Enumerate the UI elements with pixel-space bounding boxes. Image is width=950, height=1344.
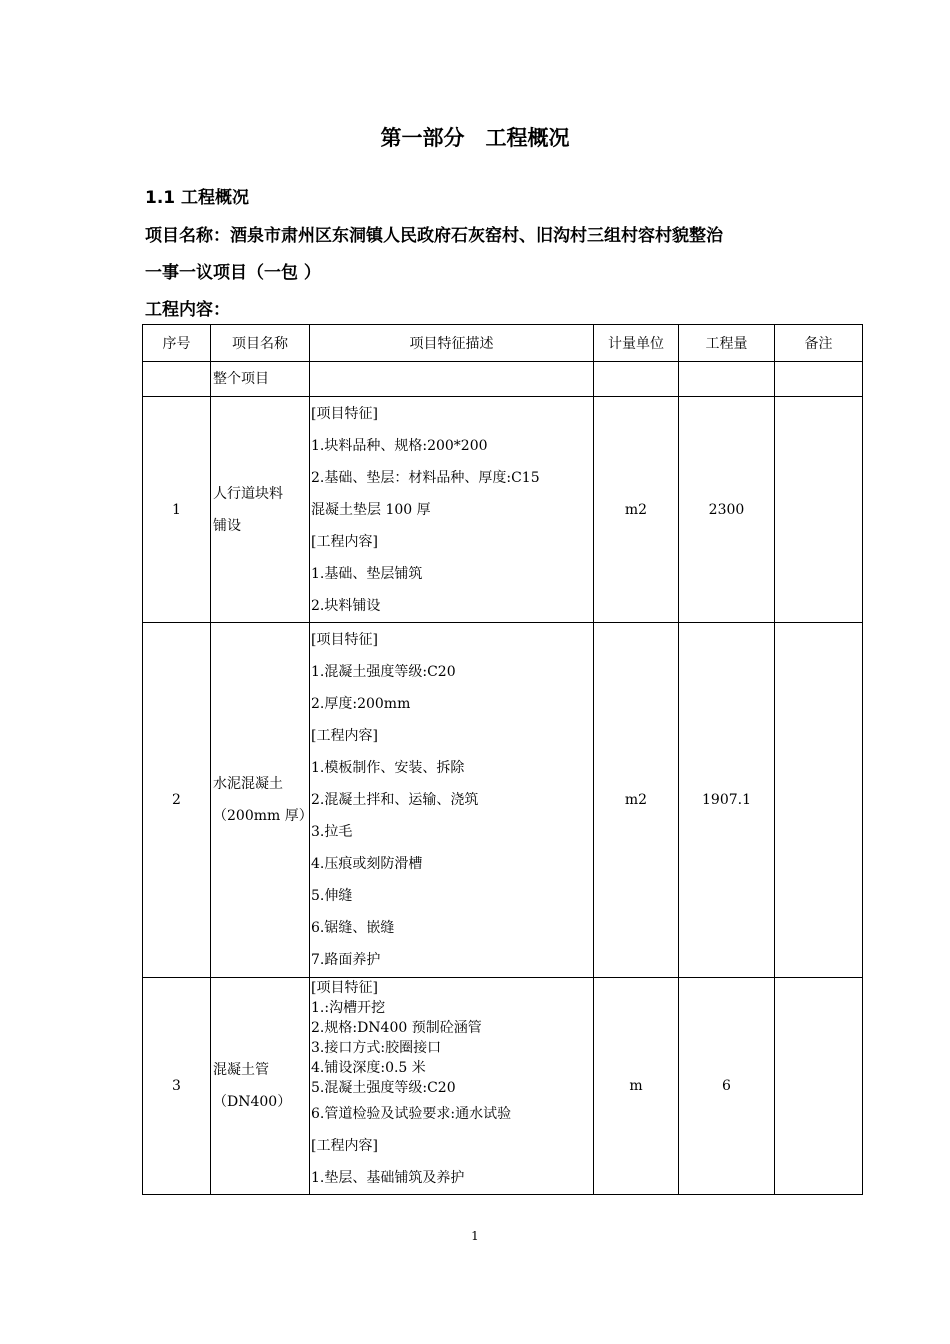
section-heading: 1.1 工程概况 [145,188,250,208]
row-item-name: 水泥混凝土 （200mm 厚） [211,623,310,978]
table-header-row [143,325,863,362]
row-no: 1 [143,397,211,623]
page-title: 第一部分 工程概况 [380,126,570,150]
row-no: 2 [143,623,211,978]
row-remark [775,397,863,623]
row-description: [项目特征] 1.:沟槽开挖 2.规格:DN400 预制砼涵管 3.接口方式:胶圈接口 4.铺设深度:0.5 米 5.混凝土强度等级:C20 6.管道检验及试验要求:通水试验 [工程内容] 1.垫层、基础铺筑及养护 [310,978,594,1195]
row-remark [775,623,863,978]
row-unit: m2 [594,397,679,623]
row-no: 3 [143,978,211,1195]
page-number: 1 [471,1229,479,1243]
header-item-name: 项目名称 [211,325,310,362]
content-label: 工程内容： [145,300,230,320]
row-quantity: 6 [679,978,775,1195]
project-name-line1: 项目名称：酒泉市肃州区东洞镇人民政府石灰窑村、旧沟村三组村容村貌整治 [145,226,723,246]
table-row [143,623,863,978]
project-name-line2: 一事一议项目（一包 ） [145,263,321,283]
row-description: [项目特征] 1.混凝土强度等级:C20 2.厚度:200mm [工程内容] 1.模板制作、安装、拆除 2.混凝土拌和、运输、浇筑 3.拉毛 4.压痕或刻防滑槽 5.伸缝 6.锯缝、嵌缝 7.路面养护 [310,623,594,978]
whole-project-label: 整个项目 [211,362,310,397]
header-no: 序号 [143,325,211,362]
table-row [143,397,863,623]
works-table [142,324,863,1195]
row-item-name: 混凝土管 （DN400） [211,978,310,1195]
header-description: 项目特征描述 [310,325,594,362]
row-item-name: 人行道块料 铺设 [211,397,310,623]
table-row [143,978,863,1195]
row-quantity: 1907.1 [679,623,775,978]
header-quantity: 工程量 [679,325,775,362]
row-unit: m2 [594,623,679,978]
header-remark: 备注 [775,325,863,362]
header-unit: 计量单位 [594,325,679,362]
row-quantity: 2300 [679,397,775,623]
row-description: [项目特征] 1.块料品种、规格:200*200 2.基础、垫层：材料品种、厚度:C15 混凝土垫层 100 厚 [工程内容] 1.基础、垫层铺筑 2.块料铺设 [310,397,594,623]
table-row-whole [143,362,863,397]
row-unit: m [594,978,679,1195]
row-remark [775,978,863,1195]
